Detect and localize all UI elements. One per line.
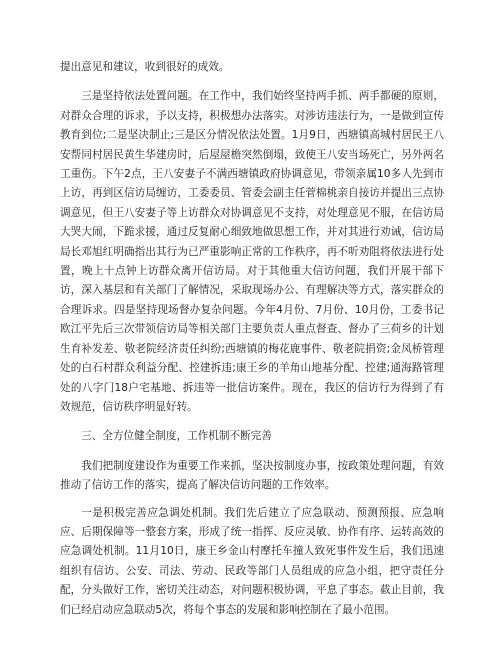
paragraph-system-building: 我们把制度建设作为重要工作来抓，坚决按制度办事，按政策处理问题，有效推动了信访工作的落实，提高了解决信访问题的工作效率。 <box>60 459 444 492</box>
paragraph-opening: 提出意见和建议，收到很好的成效。 <box>60 61 230 73</box>
paragraph-legal-handling: 三是坚持依法处置问题。在工作中，我们始终坚持两手抓、两手都硬的原则，对群众合理的诉求，予以支持，积极想办法落实。对涉访违法行为，一是做到宣传教育到位;二是坚决制止;三是区分情况依法处置。1月9日，西塘镇高城村居民王八安帮同村居民黄生华建房时，后屋屋檐突然倒塌，致使王八安当场死亡，另外两名工重伤。下午2点，王八安妻子不满西塘镇政府协调意见，带领亲属10多人先到市上访，再到区信访局缠访，工委委员、管委会副主任菅棉桃亲自接访并提出三点协调意见，但王八安妻子等上访群众对协调意见不支持，对处理意见不服，在信访局大哭大闹，下跪求援，通过反复耐心细致地做思想工作，并对其进行劝诫，信访局局长邓旭红明确指出其行为已严重影响正常的工作秩序，再不听劝阻将依法进行处置，晚上十点钟上访群众离开信访局。对于其他重大信访问题，我们开展干部下访，深入基层和有关部门了解情况，采取现场办公、有理解决等方式，落实群众的合理诉求。四是坚持现场督办复杂问题。今年4月份、7月份、10月份，工委书记欧江平先后三次带领信访局等相关部门主要负责人重点督查、督办了三荷乡的计划生育补发差、敬老院经济责任纠纷;西塘镇的梅花鹿事件、敬老院捐资;金凤桥管理处的白石村群众利益分配、控建拆违;康王乡的羊角山地基分配、控建;通海路管理处的八字门18户宅基地、拆违等一批信访案件。现在，我区的信访行为得到了有效规范，信访秩序明显好转。 <box>60 90 444 413</box>
document-body <box>60 58 444 620</box>
paragraph-emergency-mechanism: 一是积极完善应急调处机制。我们先后建立了应急联动、预测预报、应急响应、后期保障等一整套方案，形成了统一指挥、反应灵敏、协作有序、运转高效的应急调处机制。11月10日，康王乡金山村摩托车撞人致死事件发生后，我们迅速组织有信访、公安、司法、劳动、民政等部门人员组成的应急小组，把守责任分配，分头做好工作，密切关注动态，对问题积极协调，平息了事态。截止目前，我们已经启动应急联动5次，将每个事态的发展和影响控制在了最小范围。 <box>60 506 444 616</box>
section-heading: 三、全方位健全制度，工作机制不断完善 <box>81 430 272 443</box>
